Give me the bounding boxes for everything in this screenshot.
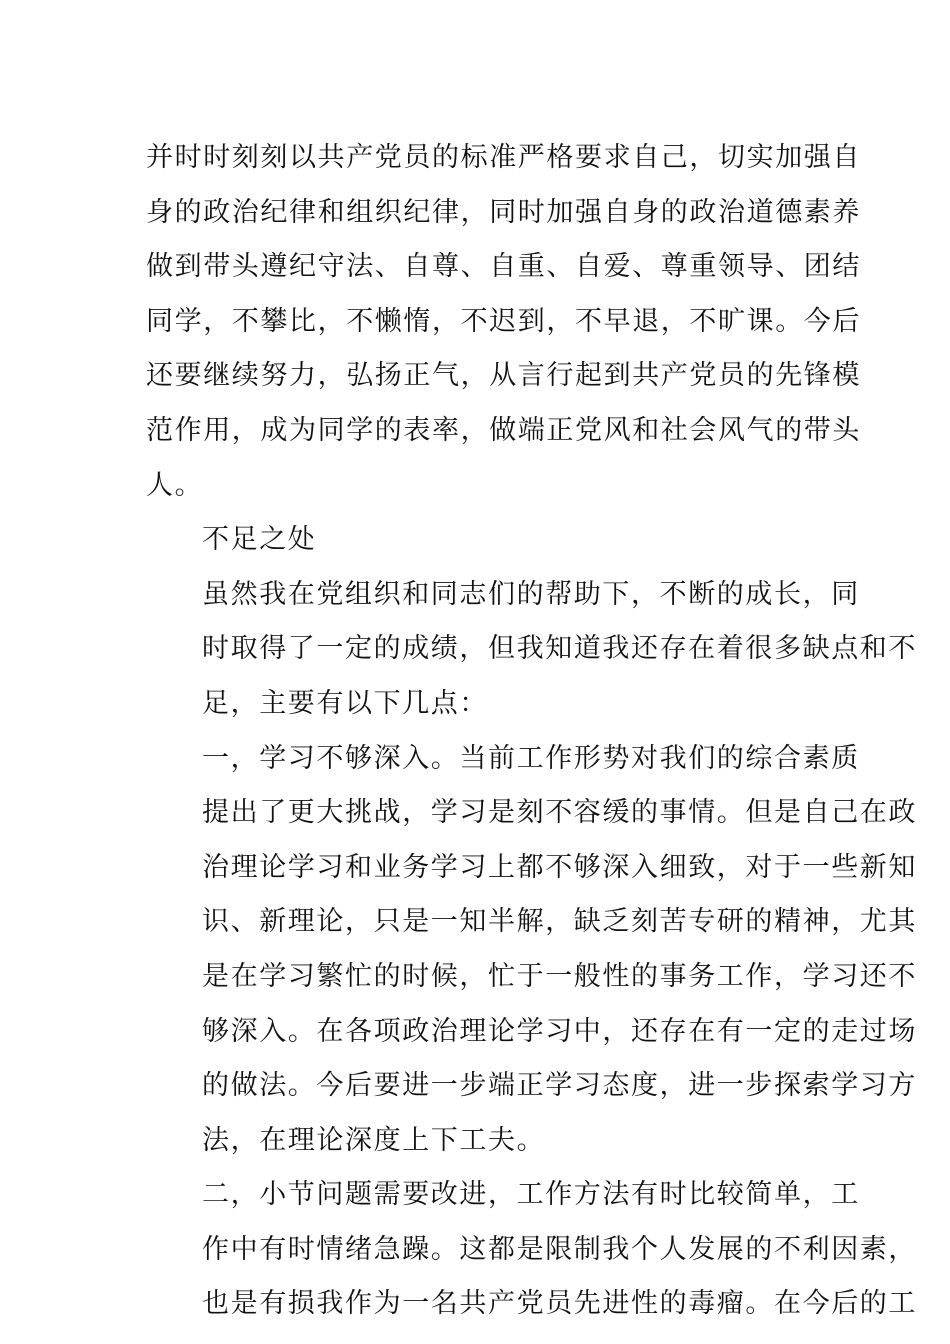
text-line: 做到带头遵纪守法、自尊、自重、自爱、尊重领导、团结: [146, 251, 861, 283]
text-line: 够深入。在各项政治理论学习中，还存在有一定的走过场: [202, 1015, 917, 1047]
paragraph-intro-shortcomings: [146, 568, 917, 732]
text-line: 范作用，成为同学的表率，做端正党风和社会风气的带头: [146, 414, 861, 446]
document-body: [146, 131, 917, 1332]
text-line: 作中有时情绪急躁。这都是限制我个人发展的不利因素，: [202, 1233, 917, 1265]
heading-text: 不足之处: [202, 524, 317, 556]
text-line: 时取得了一定的成绩，但我知道我还存在着很多缺点和不: [202, 633, 917, 665]
text-line: 身的政治纪律和组织纪律，同时加强自身的政治道德素养: [146, 196, 861, 228]
text-line: 的做法。今后要进一步端正学习态度，进一步探索学习方: [202, 1070, 917, 1102]
text-line: 也是有损我作为一名共产党员先进性的毒瘤。在今后的工: [202, 1288, 917, 1320]
text-line: 一，学习不够深入。当前工作形势对我们的综合素质: [202, 742, 860, 774]
text-line: 治理论学习和业务学习上都不够深入细致，对于一些新知: [202, 851, 917, 883]
text-line: 识、新理论，只是一知半解，缺乏刻苦专研的精神，尤其: [202, 906, 917, 938]
text-line: 提出了更大挑战，学习是刻不容缓的事情。但是自己在政: [202, 797, 917, 829]
text-line: 人。: [146, 469, 204, 501]
text-line: 是在学习繁忙的时候，忙于一般性的事务工作，学习还不: [202, 960, 917, 992]
paragraph-point-one: [146, 732, 917, 1169]
text-line: 虽然我在党组织和同志们的帮助下，不断的成长，同: [202, 578, 860, 610]
text-line: 二，小节问题需要改进，工作方法有时比较简单，工: [202, 1179, 860, 1211]
paragraph-party-discipline: [146, 131, 861, 513]
text-line: 足，主要有以下几点：: [202, 687, 488, 719]
text-line: 同学，不攀比，不懒惰，不迟到，不早退，不旷课。今后: [146, 305, 861, 337]
section-heading-shortcomings: [146, 513, 808, 568]
text-line: 法，在理论深度上下工夫。: [202, 1124, 546, 1156]
text-line: 还要继续努力，弘扬正气，从言行起到共产党员的先锋模: [146, 360, 861, 392]
text-line: 并时时刻刻以共产党员的标准严格要求自己，切实加强自: [146, 142, 861, 173]
paragraph-point-two: [146, 1168, 917, 1332]
